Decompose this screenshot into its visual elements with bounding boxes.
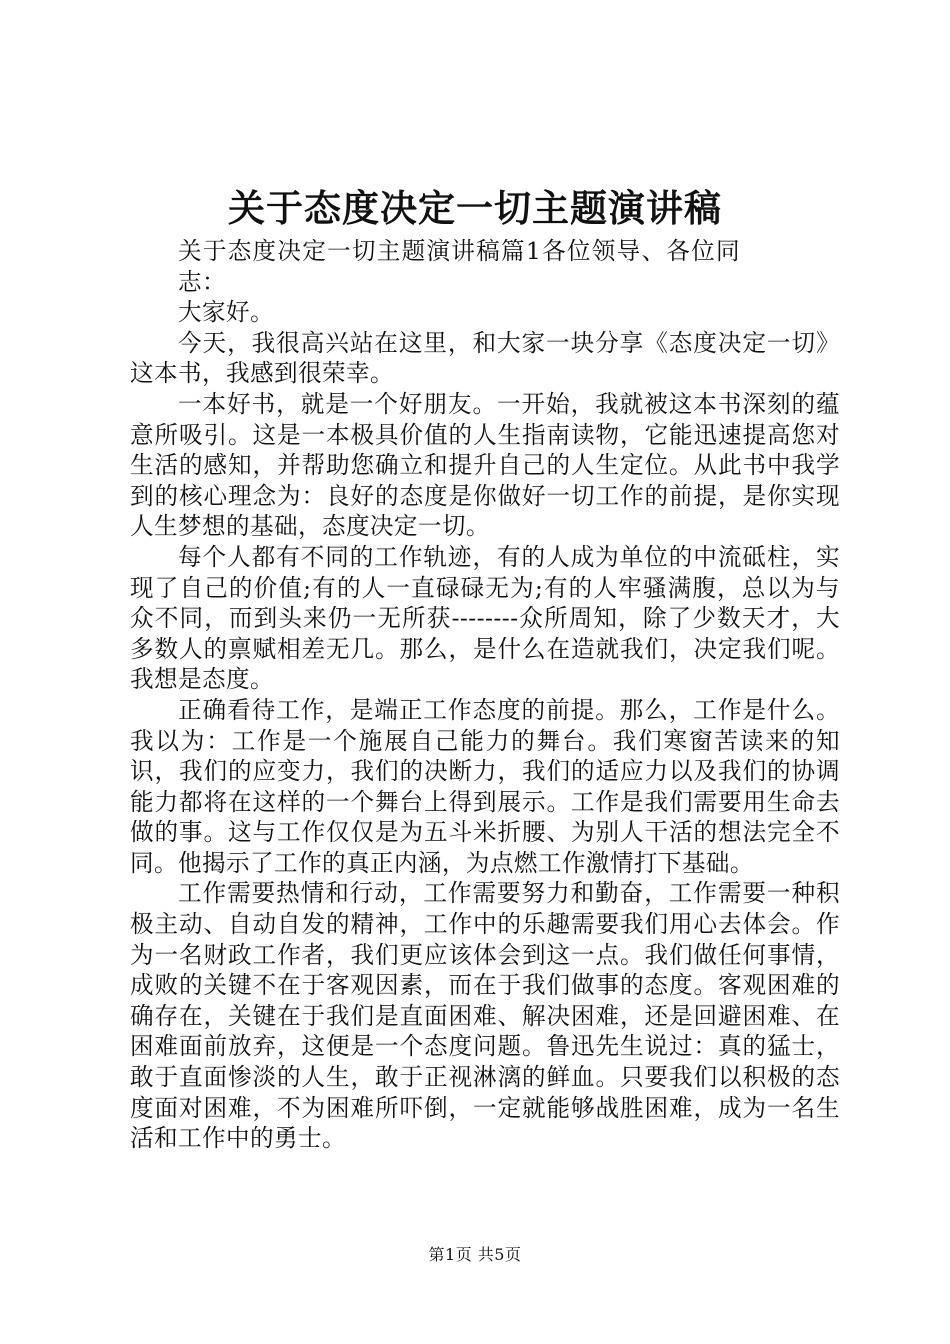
greeting-paragraph: 大家好。 (178, 298, 274, 327)
opening-paragraph: 关于态度决定一切主题演讲稿篇1各位领导、各位同志： (178, 237, 740, 296)
document-body (130, 236, 840, 1154)
body-paragraph: 工作需要热情和行动，工作需要努力和勤奋，工作需要一种积极主动、自动自发的精神，工作中的乐趣需要我们用心去体会。作为一名财政工作者，我们更应该体会到这一点。我们做任何事情，成败的关键不在于客观因素，而在于我们做事的态度。客观困难的确存在，关键在于我们是直面困难、解决困难，还是回避困难、在困难面前放弃，这便是一个态度问题。鲁迅先生说过：真的猛士，敢于直面惨淡的人生，敢于正视淋漓的鲜血。只要我们以积极的态度面对困难，不为困难所吓倒，一定就能够战胜困难，成为一名生活和工作中的勇士。 (130, 879, 840, 1153)
page-footer: 第1页 共5页 (428, 1245, 522, 1264)
document-title: 关于态度决定一切主题演讲稿 (228, 186, 722, 230)
body-paragraph: 正确看待工作，是端正工作态度的前提。那么，工作是什么。我以为：工作是一个施展自己能力的舞台。我们寒窗苦读来的知识，我们的应变力，我们的决断力，我们的适应力以及我们的协调能力都将在这样的一个舞台上得到展示。工作是我们需要用生命去做的事。这与工作仅仅是为五斗米折腰、为别人干活的想法完全不同。他揭示了工作的真正内涵，为点燃工作激情打下基础。 (130, 695, 840, 877)
body-paragraph: 每个人都有不同的工作轨迹，有的人成为单位的中流砥柱，实现了自己的价值;有的人一直碌碌无为;有的人牢骚满腹，总以为与众不同，而到头来仍一无所获--------众所周知，除了少数天才，大多数人的禀赋相差无几。那么，是什么在造就我们，决定我们呢。我想是态度。 (130, 542, 840, 694)
body-paragraph: 一本好书，就是一个好朋友。一开始，我就被这本书深刻的蕴意所吸引。这是一本极具价值的人生指南读物，它能迅速提高您对生活的感知，并帮助您确立和提升自己的人生定位。从此书中我学到的核心理念为：良好的态度是你做好一切工作的前提，是你实现人生梦想的基础，态度决定一切。 (130, 389, 840, 541)
body-paragraph: 今天，我很高兴站在这里，和大家一块分享《态度决定一切》这本书，我感到很荣幸。 (130, 328, 840, 388)
